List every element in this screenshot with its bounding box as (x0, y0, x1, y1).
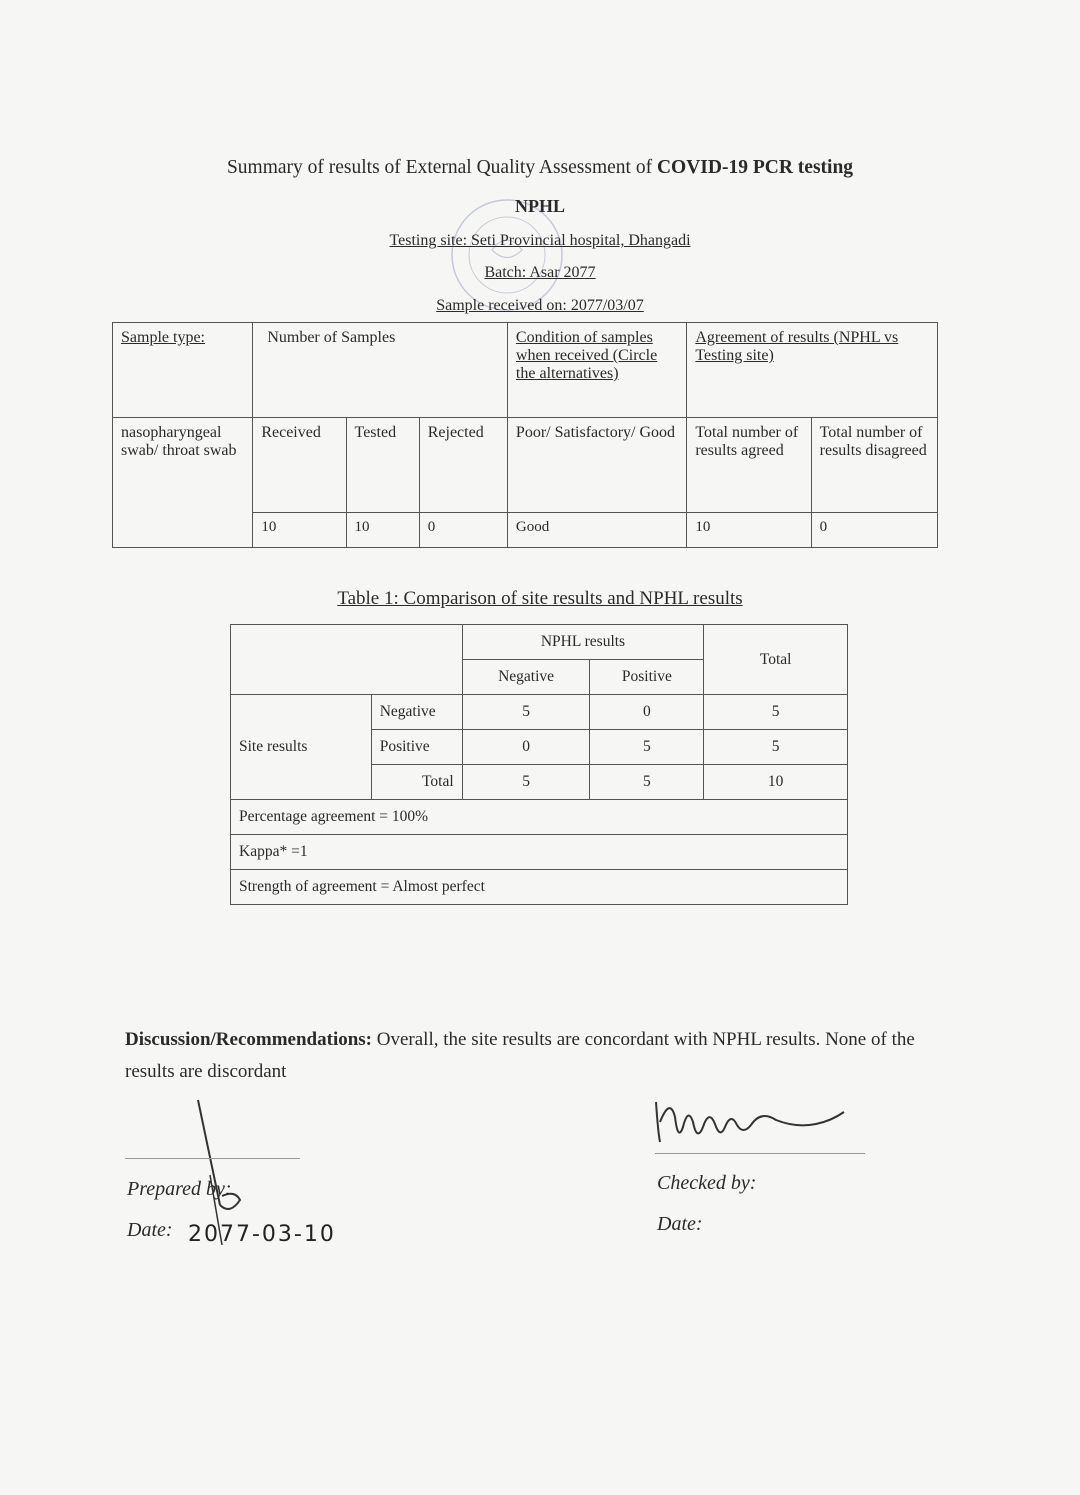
agreed-label: Total number of results agreed (687, 418, 811, 513)
condition-value: Good (507, 513, 686, 548)
cell-value: 5 (462, 765, 590, 800)
tested-value: 10 (346, 513, 419, 548)
cell-value: 10 (704, 765, 848, 800)
header-agreement: Agreement of results (NPHL vs Testing site) (687, 323, 938, 418)
sample-type-value: nasopharyngeal swab/ throat swab (113, 418, 253, 548)
tested-label: Tested (346, 418, 419, 513)
sample-received-date: Sample received on: 2077/03/07 (436, 297, 644, 314)
cell-value: 5 (462, 695, 590, 730)
cell-value: 0 (590, 695, 704, 730)
discussion-text: Overall, the site results are concordant with NPHL results. None of the results are discordant (125, 1029, 915, 1082)
percentage-agreement: Percentage agreement = 100% (231, 800, 848, 835)
signature-line-left (125, 1158, 300, 1159)
organization-name: NPHL (514, 196, 565, 216)
nphl-negative-header: Negative (462, 660, 590, 695)
nphl-results-header: NPHL results (462, 625, 704, 660)
header-sample-type: Sample type: (113, 323, 253, 418)
document-title: Summary of results of External Quality Assessment of COVID-19 PCR testing (226, 157, 854, 178)
sample-summary-table (112, 322, 938, 548)
row-label: Total (371, 765, 462, 800)
testing-site: Testing site: Seti Provincial hospital, Dhangadi (389, 232, 691, 249)
comparison-table (230, 624, 848, 905)
received-value: 10 (253, 513, 346, 548)
date-label-left: Date: (127, 1219, 173, 1241)
disagreed-value: 0 (811, 513, 937, 548)
header-condition: Condition of samples when received (Circle the alternatives) (507, 323, 686, 418)
prepared-by-label: Prepared by: (127, 1178, 232, 1200)
table-row (231, 625, 848, 660)
batch: Batch: Asar 2077 (484, 264, 596, 281)
table-row (231, 835, 848, 870)
agreed-value: 10 (687, 513, 811, 548)
cell-value: 5 (704, 730, 848, 765)
discussion-label: Discussion/Recommendations: (125, 1029, 373, 1050)
kappa: Kappa* =1 (231, 835, 848, 870)
row-label: Positive (371, 730, 462, 765)
disagreed-label: Total number of results disagreed (811, 418, 937, 513)
cell-value: 5 (590, 730, 704, 765)
condition-options: Poor/ Satisfactory/ Good (507, 418, 686, 513)
total-header: Total (704, 625, 848, 695)
row-label: Negative (371, 695, 462, 730)
discussion (125, 1024, 925, 1088)
table-row (113, 418, 938, 513)
table-caption: Table 1: Comparison of site results and NPHL results (337, 588, 743, 609)
date-value-left: 2077-03-10 (188, 1222, 336, 1247)
checked-by-label: Checked by: (657, 1172, 757, 1194)
table-row (113, 323, 938, 418)
table-row (231, 800, 848, 835)
empty-corner-cell (231, 625, 463, 695)
rejected-value: 0 (419, 513, 507, 548)
site-results-label: Site results (231, 695, 372, 800)
signature-checked (648, 1092, 873, 1154)
strength-of-agreement: Strength of agreement = Almost perfect (231, 870, 848, 905)
signature-line-right (655, 1153, 865, 1154)
cell-value: 0 (462, 730, 590, 765)
nphl-positive-header: Positive (590, 660, 704, 695)
table-row (231, 870, 848, 905)
table-row (231, 695, 848, 730)
header-number-of-samples: Number of Samples (253, 323, 508, 418)
cell-value: 5 (704, 695, 848, 730)
rejected-label: Rejected (419, 418, 507, 513)
cell-value: 5 (590, 765, 704, 800)
date-label-right: Date: (657, 1213, 703, 1235)
received-label: Received (253, 418, 346, 513)
